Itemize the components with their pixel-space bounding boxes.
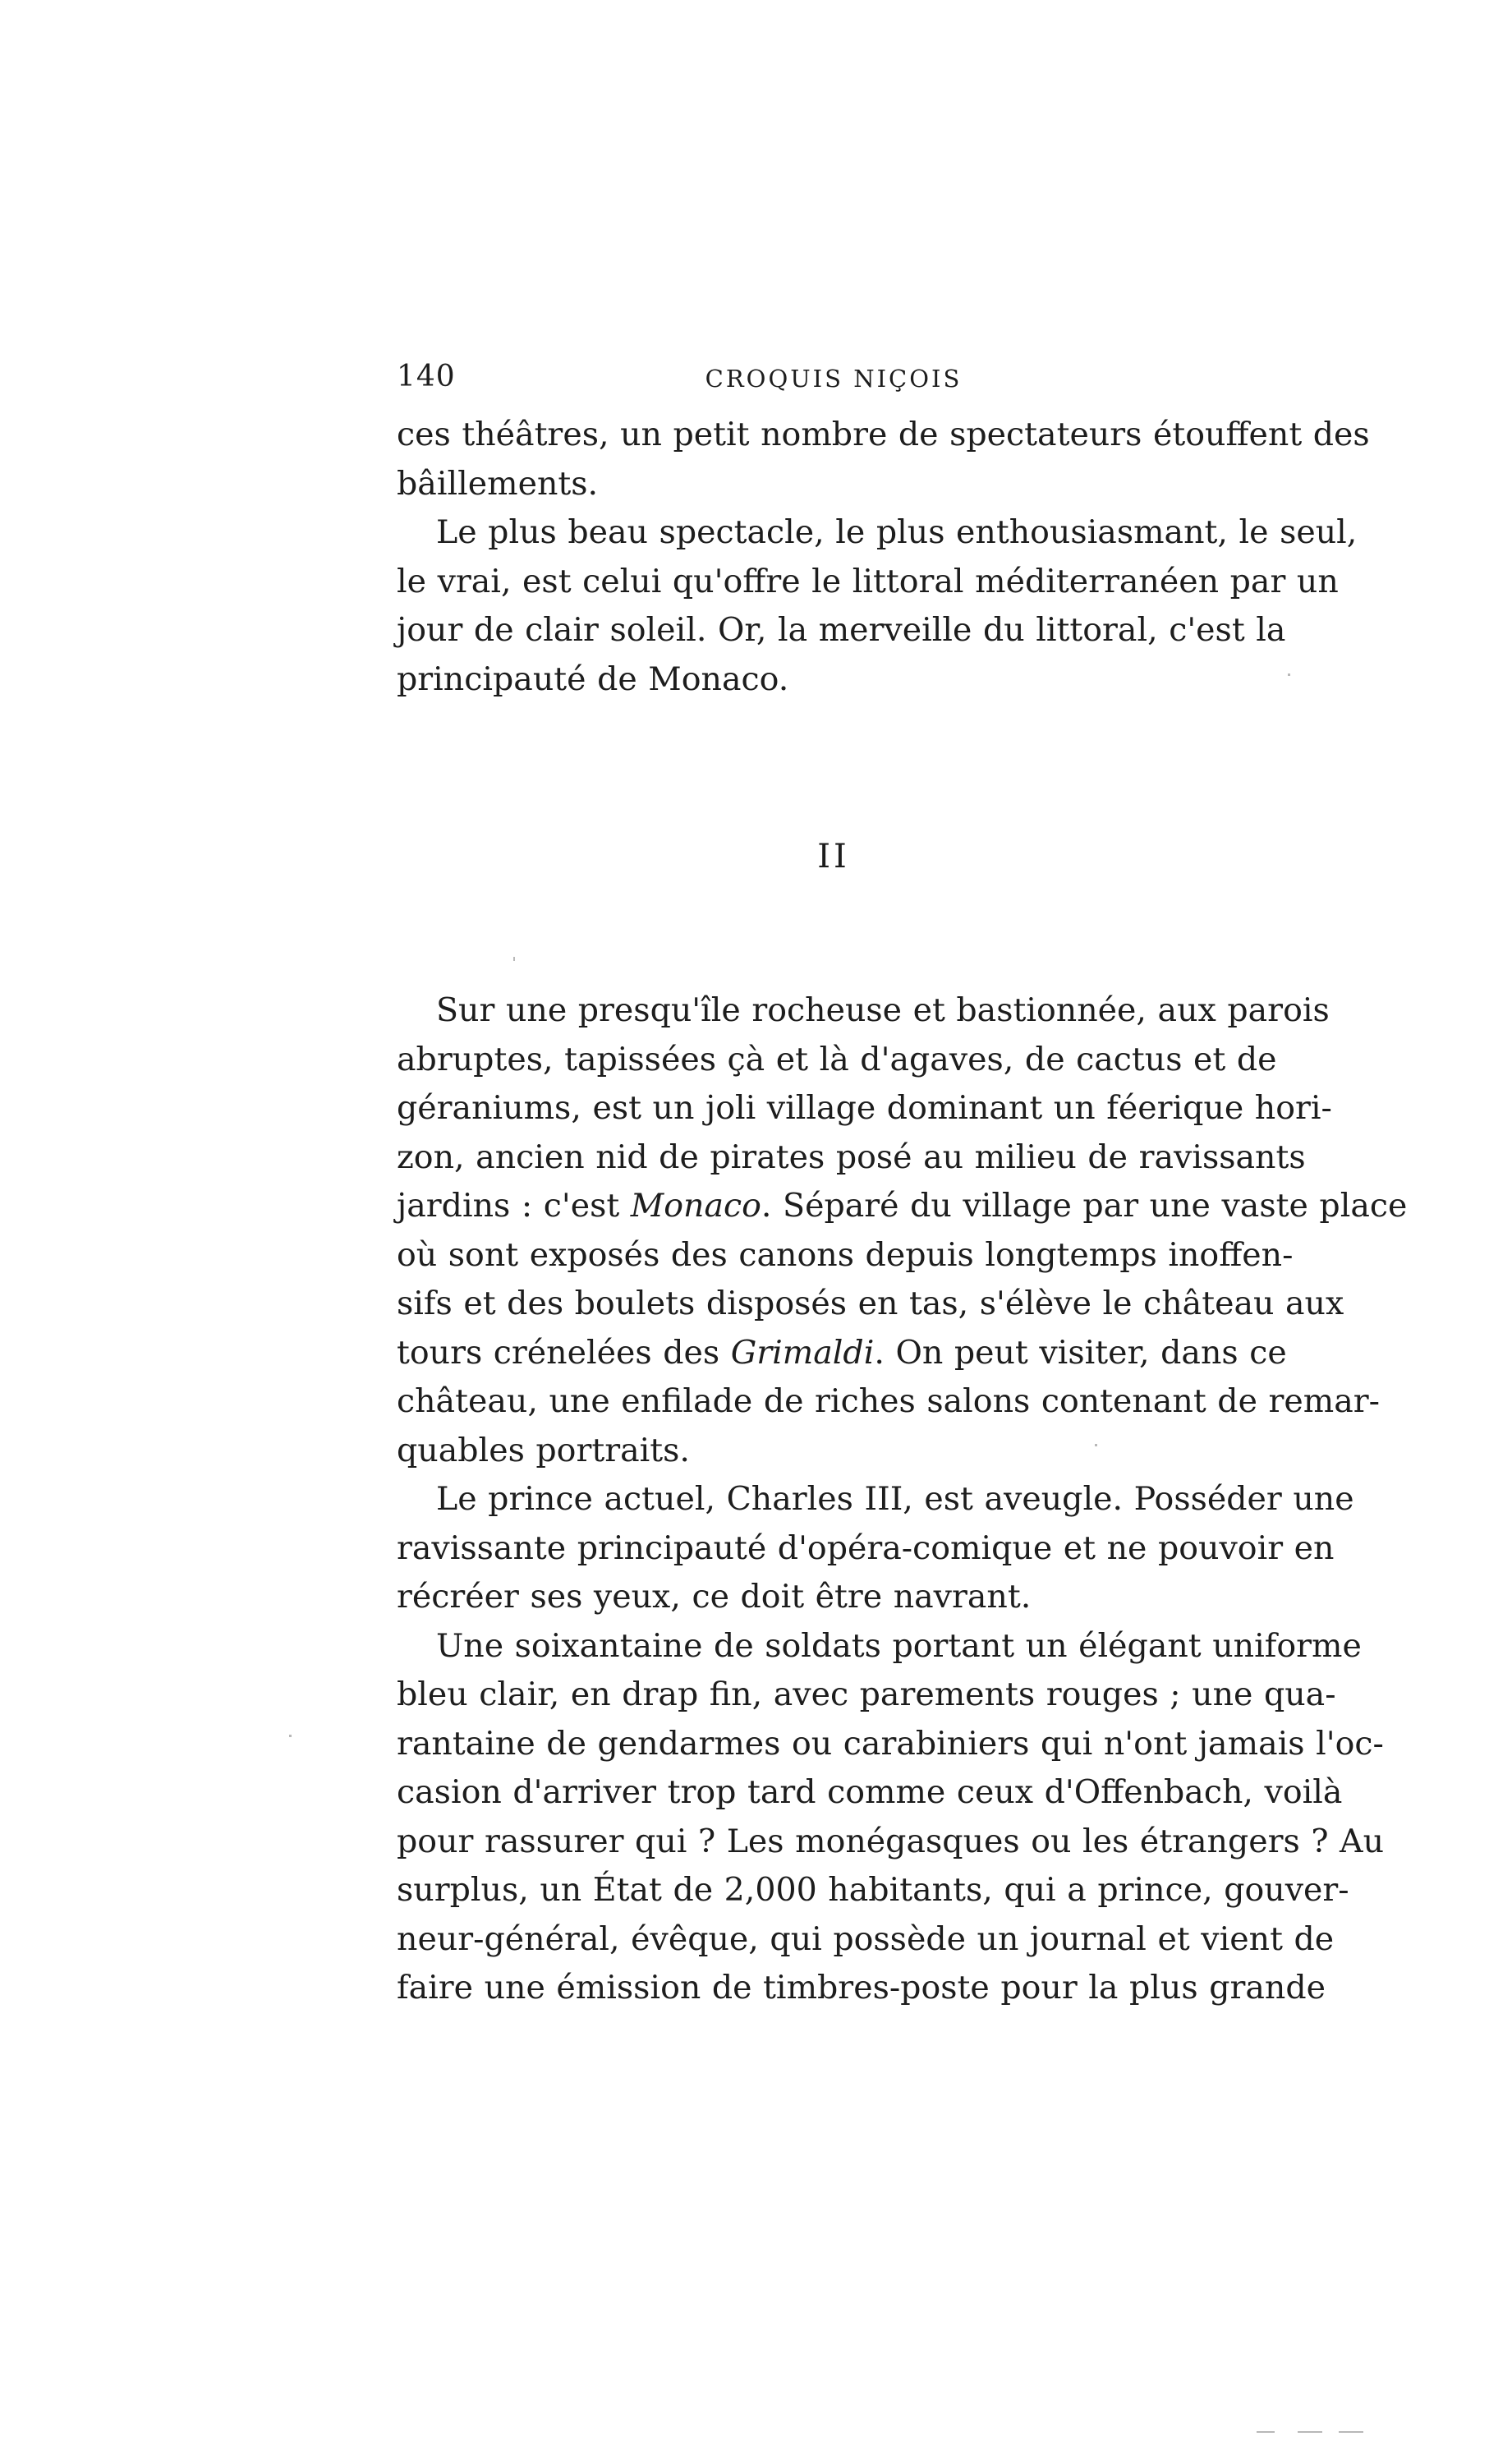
text-run: . On peut visiter, dans ce [874,1333,1287,1372]
text-line: abruptes, tapissées çà et là d'agaves, de cactus et de [397,1040,1277,1078]
text-run: jardins : c'est [397,1187,631,1225]
text-line: géraniums, est un joli village dominant un féerique hori- [397,1089,1332,1127]
section-heading: II [817,838,850,876]
italic-family-name: Grimaldi [730,1333,875,1372]
text-line: Le prince actuel, Charles III, est aveugle. Posséder une [436,1480,1354,1518]
text-line: bâillements. [397,464,599,503]
scan-speck [1257,2431,1275,2433]
text-line: zon, ancien nid de pirates posé au milieu de ravissants [397,1138,1306,1176]
scan-speck [1298,2431,1322,2433]
text-line: pour rassurer qui ? Les monégasques ou les étrangers ? Au [397,1822,1385,1860]
scan-speck [1339,2431,1363,2433]
page-number: 140 [397,360,456,393]
paragraph-block-bottom [397,986,1408,2013]
text-line: ravissante principauté d'opéra-comique et ne pouvoir en [397,1529,1335,1567]
italic-place-name: Monaco [630,1187,761,1225]
text-line: principauté de Monaco. [397,660,789,698]
scan-speck [513,957,515,961]
text-line: Sur une presqu'île rocheuse et bastionnée, aux parois [436,991,1330,1029]
paragraph-block-top [397,411,1370,704]
scan-speck [1288,673,1290,676]
text-line: récréer ses yeux, ce doit être navrant. [397,1578,1032,1616]
text-line: sifs et des boulets disposés en tas, s'élève le château aux [397,1285,1344,1322]
text-line [397,1329,1287,1378]
text-line [397,1182,1408,1231]
text-run: tours crénelées des [397,1333,731,1372]
text-line: le vrai, est celui qu'offre le littoral méditerranéen par un [397,562,1339,600]
scan-speck [289,1735,292,1737]
text-line: surplus, un État de 2,000 habitants, qui a prince, gouver- [397,1871,1349,1909]
text-line: bleu clair, en drap fin, avec parements rouges ; une qua- [397,1676,1336,1713]
text-line: Le plus beau spectacle, le plus enthousiasmant, le seul, [436,513,1358,551]
scan-speck [1095,1444,1097,1446]
text-line: ces théâtres, un petit nombre de spectateurs étouffent des [397,416,1370,453]
text-run: . Séparé du village par une vaste place [761,1187,1408,1225]
text-line: Une soixantaine de soldats portant un élégant uniforme [436,1626,1362,1665]
text-line: quables portraits. [397,1431,690,1469]
text-line: jour de clair soleil. Or, la merveille du littoral, c'est la [397,611,1286,649]
text-line: neur-général, évêque, qui possède un journal et vient de [397,1919,1335,1958]
text-line: où sont exposés des canons depuis longtemps inoffen- [397,1235,1294,1274]
text-line: rantaine de gendarmes ou carabiniers qui n'ont jamais l'oc- [397,1724,1384,1763]
running-title: CROQUIS NIÇOIS [705,365,963,393]
running-head [397,360,1271,409]
text-line: casion d'arriver trop tard comme ceux d'Offenbach, voilà [397,1773,1343,1811]
text-line: faire une émission de timbres-poste pour la plus grande [397,1969,1326,2007]
text-line: château, une enfilade de riches salons contenant de remar- [397,1382,1380,1420]
